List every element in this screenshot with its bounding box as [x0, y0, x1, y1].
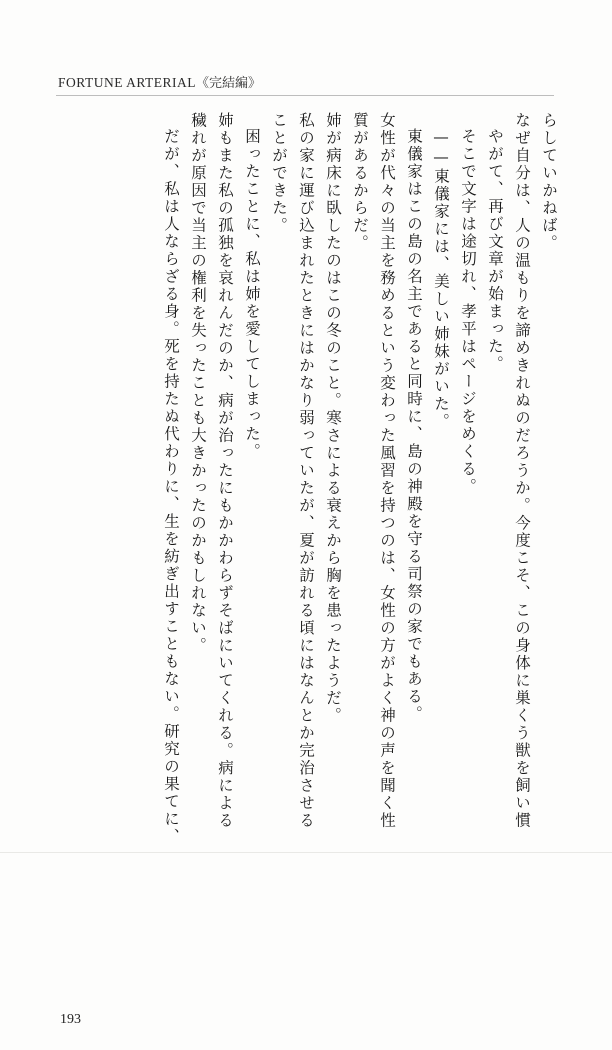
text-column: 質があるからだ。	[351, 112, 369, 252]
text-column: 穢れが原因で当主の権利を失ったことも大きかったのかもしれない。	[189, 112, 207, 655]
body-text-columns	[56, 112, 556, 852]
header-title-roman: FORTUNE ARTERIAL	[58, 75, 197, 90]
text-column: らしていかねば。	[540, 112, 558, 252]
text-column: 困ったことに、私は姉を愛してしまった。	[243, 128, 261, 461]
text-column: やがて、再び文章が始まった。	[486, 128, 504, 373]
header-title-japanese: 《完結編》	[196, 75, 262, 90]
text-column: ——東儀家には、美しい姉妹がいた。	[432, 128, 450, 431]
header-divider	[56, 95, 554, 96]
text-column: そこで文字は途切れ、孝平はページをめくる。	[459, 128, 477, 496]
text-column: ことができた。	[270, 112, 288, 235]
text-column: なぜ自分は、人の温もりを諦めきれぬのだろうか。今度こそ、この身体に巣くう獣を飼い慣	[513, 112, 531, 830]
text-column: 女性が代々の当主を務めるという変わった風習を持つのは、女性の方がよく神の声を聞く性	[378, 112, 396, 830]
running-header	[58, 72, 261, 91]
text-column: 私の家に運び込まれたときにはかなり弱っていたが、夏が訪れる頃にはなんとか完治させる	[297, 112, 315, 830]
page-number: 193	[60, 1012, 81, 1027]
text-column: 姉もまた私の孤独を哀れんだのか、病が治ったにもかかわらずそばにいてくれる。病による	[216, 112, 234, 830]
text-column: だが、私は人ならざる身。死を持たぬ代わりに、生を紡ぎ出すこともない。研究の果てに、	[162, 128, 180, 846]
text-column: 東儀家はこの島の名主であると同時に、島の神殿を守る司祭の家でもある。	[405, 128, 423, 723]
text-column: 姉が病床に臥したのはこの冬のこと。寒さによる衰えから胸を患ったようだ。	[324, 112, 342, 725]
